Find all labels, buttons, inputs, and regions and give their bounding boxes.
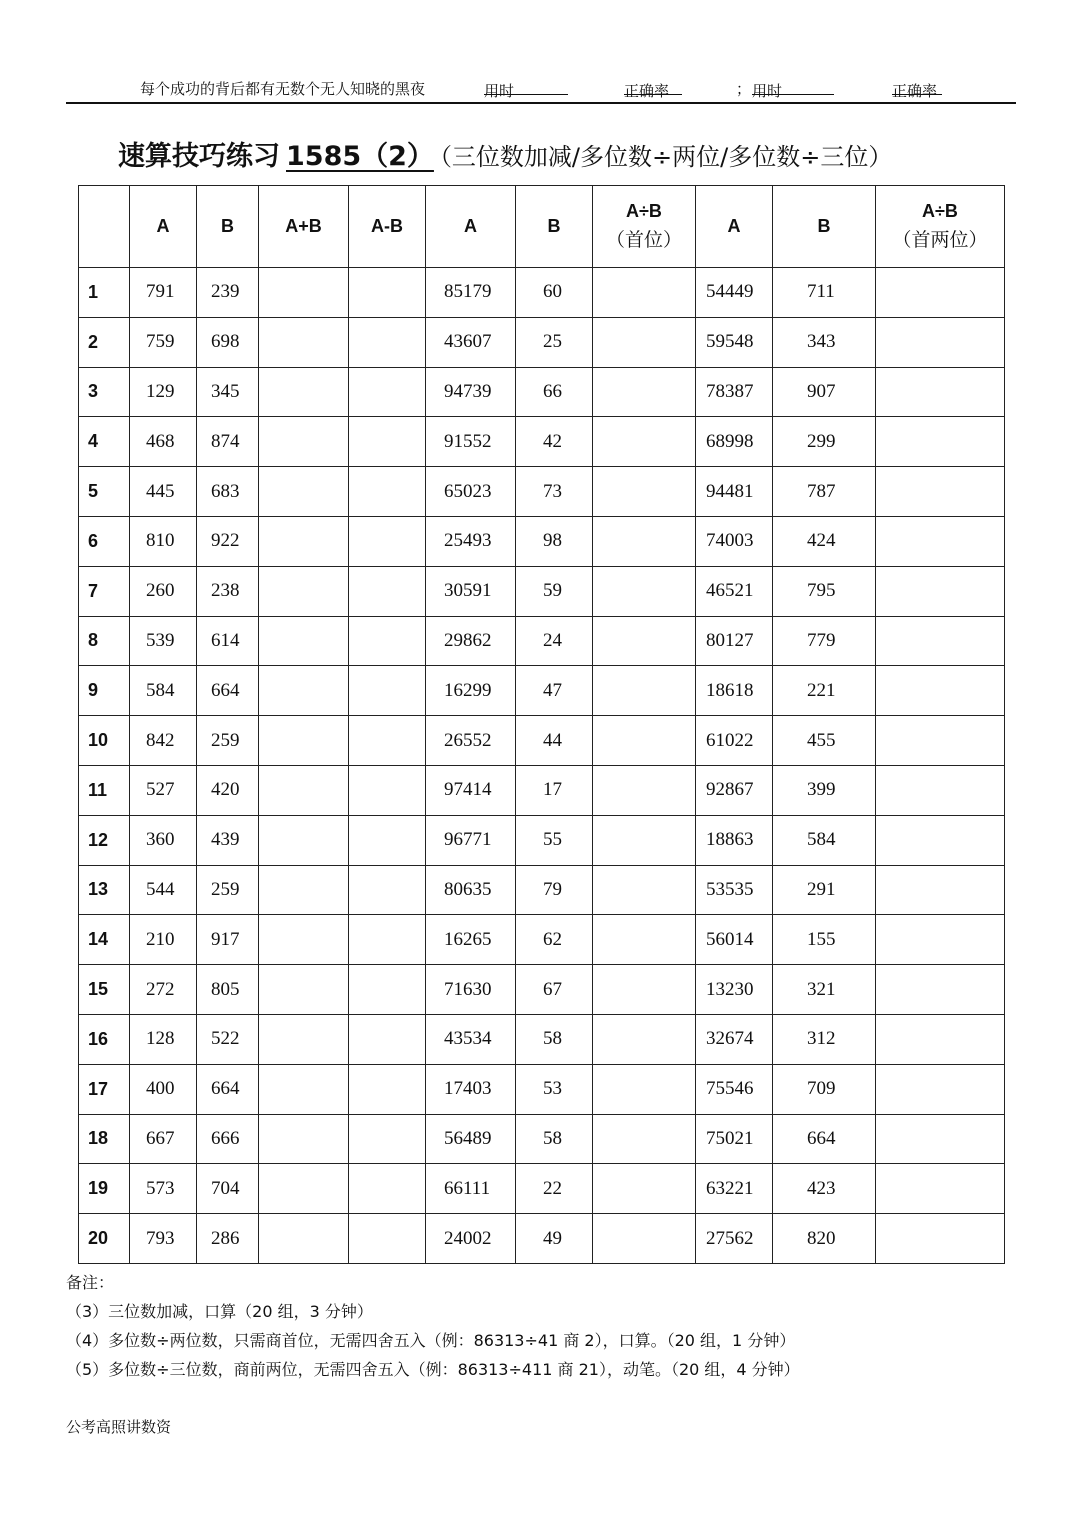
answer-div-first-two-digits[interactable] — [876, 467, 1005, 517]
answer-diff[interactable] — [349, 716, 426, 766]
row-index: 12 — [79, 815, 130, 865]
cell-a2: 16299 — [426, 666, 516, 716]
answer-div-first-two-digits[interactable] — [876, 616, 1005, 666]
cell-b2: 22 — [516, 1164, 593, 1214]
cell-a2: 25493 — [426, 516, 516, 566]
cell-a3: 75546 — [696, 1064, 773, 1114]
cell-b1: 664 — [197, 666, 259, 716]
cell-b1: 683 — [197, 467, 259, 517]
answer-sum[interactable] — [259, 616, 349, 666]
row-index: 8 — [79, 616, 130, 666]
answer-div-first-two-digits[interactable] — [876, 1164, 1005, 1214]
answer-div-first-digit[interactable] — [593, 417, 696, 467]
cell-b1: 259 — [197, 865, 259, 915]
answer-diff[interactable] — [349, 815, 426, 865]
answer-sum[interactable] — [259, 516, 349, 566]
cell-a1: 539 — [130, 616, 197, 666]
cell-b3: 312 — [773, 1014, 876, 1064]
answer-div-first-two-digits[interactable] — [876, 1014, 1005, 1064]
answer-diff[interactable] — [349, 1214, 426, 1264]
cell-b1: 286 — [197, 1214, 259, 1264]
cell-b3: 155 — [773, 915, 876, 965]
accuracy-blank-2[interactable] — [892, 80, 942, 95]
cell-b1: 917 — [197, 915, 259, 965]
table-row — [79, 1164, 1005, 1214]
notes — [66, 1268, 1016, 1384]
cell-a1: 129 — [130, 367, 197, 417]
cell-a1: 400 — [130, 1064, 197, 1114]
row-index: 5 — [79, 467, 130, 517]
answer-div-first-digit[interactable] — [593, 566, 696, 616]
table-row — [79, 367, 1005, 417]
cell-b1: 805 — [197, 965, 259, 1015]
answer-diff[interactable] — [349, 965, 426, 1015]
answer-sum[interactable] — [259, 1064, 349, 1114]
cell-b1: 664 — [197, 1064, 259, 1114]
motto: 每个成功的背后都有无数个无人知晓的黑夜 — [140, 80, 426, 98]
answer-div-first-digit[interactable] — [593, 1164, 696, 1214]
answer-diff[interactable] — [349, 1064, 426, 1114]
cell-a3: 78387 — [696, 367, 773, 417]
answer-div-first-two-digits[interactable] — [876, 1064, 1005, 1114]
cell-a3: 74003 — [696, 516, 773, 566]
answer-div-first-two-digits[interactable] — [876, 1114, 1005, 1164]
page-title — [118, 134, 1018, 173]
cell-a1: 272 — [130, 965, 197, 1015]
row-index: 16 — [79, 1014, 130, 1064]
cell-b1: 874 — [197, 417, 259, 467]
row-index: 15 — [79, 965, 130, 1015]
answer-diff[interactable] — [349, 367, 426, 417]
footer-text: 公考高照讲数资 — [66, 1418, 172, 1436]
cell-a3: 18863 — [696, 815, 773, 865]
answer-diff[interactable] — [349, 317, 426, 367]
cell-b2: 53 — [516, 1064, 593, 1114]
answer-diff[interactable] — [349, 566, 426, 616]
table-row — [79, 268, 1005, 318]
cell-b2: 73 — [516, 467, 593, 517]
answer-div-first-two-digits[interactable] — [876, 317, 1005, 367]
answer-div-first-two-digits[interactable] — [876, 367, 1005, 417]
cell-a1: 360 — [130, 815, 197, 865]
cell-b3: 291 — [773, 865, 876, 915]
answer-div-first-digit[interactable] — [593, 915, 696, 965]
answer-sum[interactable] — [259, 716, 349, 766]
answer-sum[interactable] — [259, 417, 349, 467]
cell-a2: 29862 — [426, 616, 516, 666]
time-blank-2[interactable] — [752, 80, 834, 95]
cell-b2: 79 — [516, 865, 593, 915]
separator: ； — [736, 80, 752, 98]
cell-a3: 63221 — [696, 1164, 773, 1214]
cell-a1: 810 — [130, 516, 197, 566]
cell-b1: 345 — [197, 367, 259, 417]
cell-b3: 787 — [773, 467, 876, 517]
table-row — [79, 815, 1005, 865]
answer-div-first-two-digits[interactable] — [876, 1214, 1005, 1264]
cell-b3: 584 — [773, 815, 876, 865]
table-row — [79, 1064, 1005, 1114]
answer-sum[interactable] — [259, 467, 349, 517]
header-index — [79, 186, 130, 268]
cell-b3: 424 — [773, 516, 876, 566]
cell-b1: 922 — [197, 516, 259, 566]
answer-div-first-two-digits[interactable] — [876, 417, 1005, 467]
answer-div-first-two-digits[interactable] — [876, 516, 1005, 566]
header-a2: A — [426, 186, 516, 268]
answer-div-first-digit[interactable] — [593, 317, 696, 367]
answer-diff[interactable] — [349, 516, 426, 566]
table-row — [79, 317, 1005, 367]
cell-a1: 544 — [130, 865, 197, 915]
cell-a3: 68998 — [696, 417, 773, 467]
cell-b3: 664 — [773, 1114, 876, 1164]
answer-diff[interactable] — [349, 1164, 426, 1214]
answer-sum[interactable] — [259, 317, 349, 367]
answer-div-first-digit[interactable] — [593, 516, 696, 566]
table-row — [79, 566, 1005, 616]
answer-div-first-two-digits[interactable] — [876, 566, 1005, 616]
answer-div-first-digit[interactable] — [593, 268, 696, 318]
header-sum: A+B — [259, 186, 349, 268]
note-line-4: （4）多位数÷两位数，只需商首位，无需四舍五入（例：86313÷41 商 2），口算。（20 组，1 分钟） — [66, 1331, 796, 1350]
cell-a3: 27562 — [696, 1214, 773, 1264]
cell-a2: 71630 — [426, 965, 516, 1015]
table-row — [79, 915, 1005, 965]
table-row — [79, 865, 1005, 915]
cell-b3: 709 — [773, 1064, 876, 1114]
cell-a3: 80127 — [696, 616, 773, 666]
cell-b3: 779 — [773, 616, 876, 666]
row-index: 14 — [79, 915, 130, 965]
answer-div-first-digit[interactable] — [593, 367, 696, 417]
table-row — [79, 1114, 1005, 1164]
cell-a2: 85179 — [426, 268, 516, 318]
answer-sum[interactable] — [259, 965, 349, 1015]
note-line-3: （3）三位数加减，口算（20 组，3 分钟） — [66, 1302, 373, 1321]
title-number: 1585（2） — [286, 141, 434, 172]
cell-b2: 42 — [516, 417, 593, 467]
cell-a2: 43607 — [426, 317, 516, 367]
cell-b3: 423 — [773, 1164, 876, 1214]
answer-sum[interactable] — [259, 268, 349, 318]
answer-sum[interactable] — [259, 1014, 349, 1064]
cell-b1: 239 — [197, 268, 259, 318]
answer-div-first-digit[interactable] — [593, 1114, 696, 1164]
answer-diff[interactable] — [349, 417, 426, 467]
table-row — [79, 965, 1005, 1015]
answer-sum[interactable] — [259, 666, 349, 716]
answer-sum[interactable] — [259, 367, 349, 417]
answer-sum[interactable] — [259, 566, 349, 616]
row-index: 17 — [79, 1064, 130, 1114]
cell-b1: 698 — [197, 317, 259, 367]
cell-a3: 61022 — [696, 716, 773, 766]
cell-a3: 59548 — [696, 317, 773, 367]
header-a3: A — [696, 186, 773, 268]
accuracy-blank-1[interactable] — [624, 80, 682, 95]
cell-a3: 56014 — [696, 915, 773, 965]
row-index: 9 — [79, 666, 130, 716]
answer-sum[interactable] — [259, 1114, 349, 1164]
table-row — [79, 1214, 1005, 1264]
answer-div-first-digit[interactable] — [593, 765, 696, 815]
answer-div-first-digit[interactable] — [593, 1214, 696, 1264]
cell-a3: 94481 — [696, 467, 773, 517]
answer-div-first-two-digits[interactable] — [876, 865, 1005, 915]
cell-a3: 54449 — [696, 268, 773, 318]
cell-b2: 17 — [516, 765, 593, 815]
cell-b2: 58 — [516, 1114, 593, 1164]
table-row — [79, 516, 1005, 566]
cell-a3: 92867 — [696, 765, 773, 815]
answer-sum[interactable] — [259, 915, 349, 965]
answer-div-first-digit[interactable] — [593, 666, 696, 716]
cell-b1: 420 — [197, 765, 259, 815]
row-index: 18 — [79, 1114, 130, 1164]
answer-div-first-digit[interactable] — [593, 815, 696, 865]
answer-sum[interactable] — [259, 815, 349, 865]
cell-a1: 128 — [130, 1014, 197, 1064]
cell-b2: 59 — [516, 566, 593, 616]
cell-a1: 667 — [130, 1114, 197, 1164]
cell-a2: 43534 — [426, 1014, 516, 1064]
cell-b2: 44 — [516, 716, 593, 766]
header-a1: A — [130, 186, 197, 268]
header-b3: B — [773, 186, 876, 268]
cell-a2: 30591 — [426, 566, 516, 616]
cell-a1: 445 — [130, 467, 197, 517]
cell-b1: 259 — [197, 716, 259, 766]
row-index: 1 — [79, 268, 130, 318]
answer-div-first-two-digits[interactable] — [876, 716, 1005, 766]
cell-a2: 97414 — [426, 765, 516, 815]
cell-a2: 24002 — [426, 1214, 516, 1264]
answer-diff[interactable] — [349, 268, 426, 318]
table-row — [79, 417, 1005, 467]
cell-b3: 321 — [773, 965, 876, 1015]
table-row — [79, 716, 1005, 766]
cell-a2: 94739 — [426, 367, 516, 417]
row-index: 20 — [79, 1214, 130, 1264]
row-index: 4 — [79, 417, 130, 467]
answer-diff[interactable] — [349, 666, 426, 716]
answer-div-first-two-digits[interactable] — [876, 666, 1005, 716]
cell-a3: 18618 — [696, 666, 773, 716]
cell-a2: 66111 — [426, 1164, 516, 1214]
cell-a1: 260 — [130, 566, 197, 616]
cell-b3: 711 — [773, 268, 876, 318]
row-index: 6 — [79, 516, 130, 566]
cell-a2: 65023 — [426, 467, 516, 517]
answer-diff[interactable] — [349, 1114, 426, 1164]
title-subtitle: （三位数加减/多位数÷两位/多位数÷三位） — [439, 143, 893, 171]
answer-div-first-two-digits[interactable] — [876, 268, 1005, 318]
title-main: 速算技巧练习 — [118, 141, 280, 172]
cell-b1: 666 — [197, 1114, 259, 1164]
cell-a1: 468 — [130, 417, 197, 467]
answer-sum[interactable] — [259, 865, 349, 915]
answer-sum[interactable] — [259, 765, 349, 815]
cell-b1: 614 — [197, 616, 259, 666]
row-index: 11 — [79, 765, 130, 815]
answer-diff[interactable] — [349, 765, 426, 815]
answer-div-first-two-digits[interactable] — [876, 915, 1005, 965]
cell-b1: 704 — [197, 1164, 259, 1214]
practice-table — [78, 185, 1005, 1264]
page-header: 每个成功的背后都有无数个无人知晓的黑夜 用时 正确率 ； 用时 正确率 — [66, 76, 1016, 104]
answer-div-first-digit[interactable] — [593, 467, 696, 517]
header-diff: A-B — [349, 186, 426, 268]
cell-b2: 98 — [516, 516, 593, 566]
cell-a1: 527 — [130, 765, 197, 815]
cell-b2: 55 — [516, 815, 593, 865]
note-line-5: （5）多位数÷三位数，商前两位，无需四舍五入（例：86313÷411 商 21），动笔。（20 组，4 分钟） — [66, 1360, 800, 1379]
row-index: 13 — [79, 865, 130, 915]
cell-b2: 58 — [516, 1014, 593, 1064]
header-b1: B — [197, 186, 259, 268]
cell-a3: 46521 — [696, 566, 773, 616]
cell-a1: 759 — [130, 317, 197, 367]
cell-b3: 221 — [773, 666, 876, 716]
table-row — [79, 1014, 1005, 1064]
row-index: 3 — [79, 367, 130, 417]
cell-b2: 25 — [516, 317, 593, 367]
time-blank-1[interactable] — [484, 80, 568, 95]
answer-diff[interactable] — [349, 915, 426, 965]
header-b2: B — [516, 186, 593, 268]
cell-b1: 522 — [197, 1014, 259, 1064]
cell-a1: 842 — [130, 716, 197, 766]
table-header-row — [79, 186, 1005, 268]
cell-a2: 96771 — [426, 815, 516, 865]
cell-a3: 32674 — [696, 1014, 773, 1064]
cell-a1: 584 — [130, 666, 197, 716]
row-index: 10 — [79, 716, 130, 766]
cell-a3: 75021 — [696, 1114, 773, 1164]
answer-diff[interactable] — [349, 1014, 426, 1064]
cell-a1: 210 — [130, 915, 197, 965]
table-row — [79, 666, 1005, 716]
cell-a3: 53535 — [696, 865, 773, 915]
cell-a2: 91552 — [426, 417, 516, 467]
cell-b3: 299 — [773, 417, 876, 467]
notes-heading: 备注： — [66, 1273, 115, 1292]
row-index: 7 — [79, 566, 130, 616]
answer-div-first-digit[interactable] — [593, 865, 696, 915]
cell-a2: 17403 — [426, 1064, 516, 1114]
row-index: 2 — [79, 317, 130, 367]
answer-div-first-two-digits[interactable] — [876, 965, 1005, 1015]
answer-diff[interactable] — [349, 467, 426, 517]
cell-a2: 26552 — [426, 716, 516, 766]
header-div-first-two-digits: A÷B （首两位） — [876, 186, 1005, 268]
cell-a2: 56489 — [426, 1114, 516, 1164]
answer-div-first-digit[interactable] — [593, 1064, 696, 1114]
cell-b3: 820 — [773, 1214, 876, 1264]
answer-div-first-digit[interactable] — [593, 716, 696, 766]
cell-a2: 80635 — [426, 865, 516, 915]
cell-b3: 795 — [773, 566, 876, 616]
answer-diff[interactable] — [349, 865, 426, 915]
cell-b2: 67 — [516, 965, 593, 1015]
row-index: 19 — [79, 1164, 130, 1214]
cell-b2: 62 — [516, 915, 593, 965]
cell-a1: 791 — [130, 268, 197, 318]
cell-b2: 24 — [516, 616, 593, 666]
cell-b1: 238 — [197, 566, 259, 616]
cell-b2: 47 — [516, 666, 593, 716]
cell-b2: 66 — [516, 367, 593, 417]
cell-b3: 907 — [773, 367, 876, 417]
cell-a2: 16265 — [426, 915, 516, 965]
cell-b3: 455 — [773, 716, 876, 766]
cell-a3: 13230 — [696, 965, 773, 1015]
cell-b1: 439 — [197, 815, 259, 865]
answer-div-first-two-digits[interactable] — [876, 815, 1005, 865]
answer-diff[interactable] — [349, 616, 426, 666]
answer-sum[interactable] — [259, 1214, 349, 1264]
table-row — [79, 616, 1005, 666]
answer-div-first-digit[interactable] — [593, 1014, 696, 1064]
answer-div-first-digit[interactable] — [593, 616, 696, 666]
header-div-first-digit: A÷B （首位） — [593, 186, 696, 268]
table-row — [79, 467, 1005, 517]
cell-a1: 793 — [130, 1214, 197, 1264]
answer-div-first-two-digits[interactable] — [876, 765, 1005, 815]
answer-sum[interactable] — [259, 1164, 349, 1214]
cell-b3: 343 — [773, 317, 876, 367]
table-row — [79, 765, 1005, 815]
answer-div-first-digit[interactable] — [593, 965, 696, 1015]
cell-b3: 399 — [773, 765, 876, 815]
cell-b2: 60 — [516, 268, 593, 318]
cell-b2: 49 — [516, 1214, 593, 1264]
cell-a1: 573 — [130, 1164, 197, 1214]
